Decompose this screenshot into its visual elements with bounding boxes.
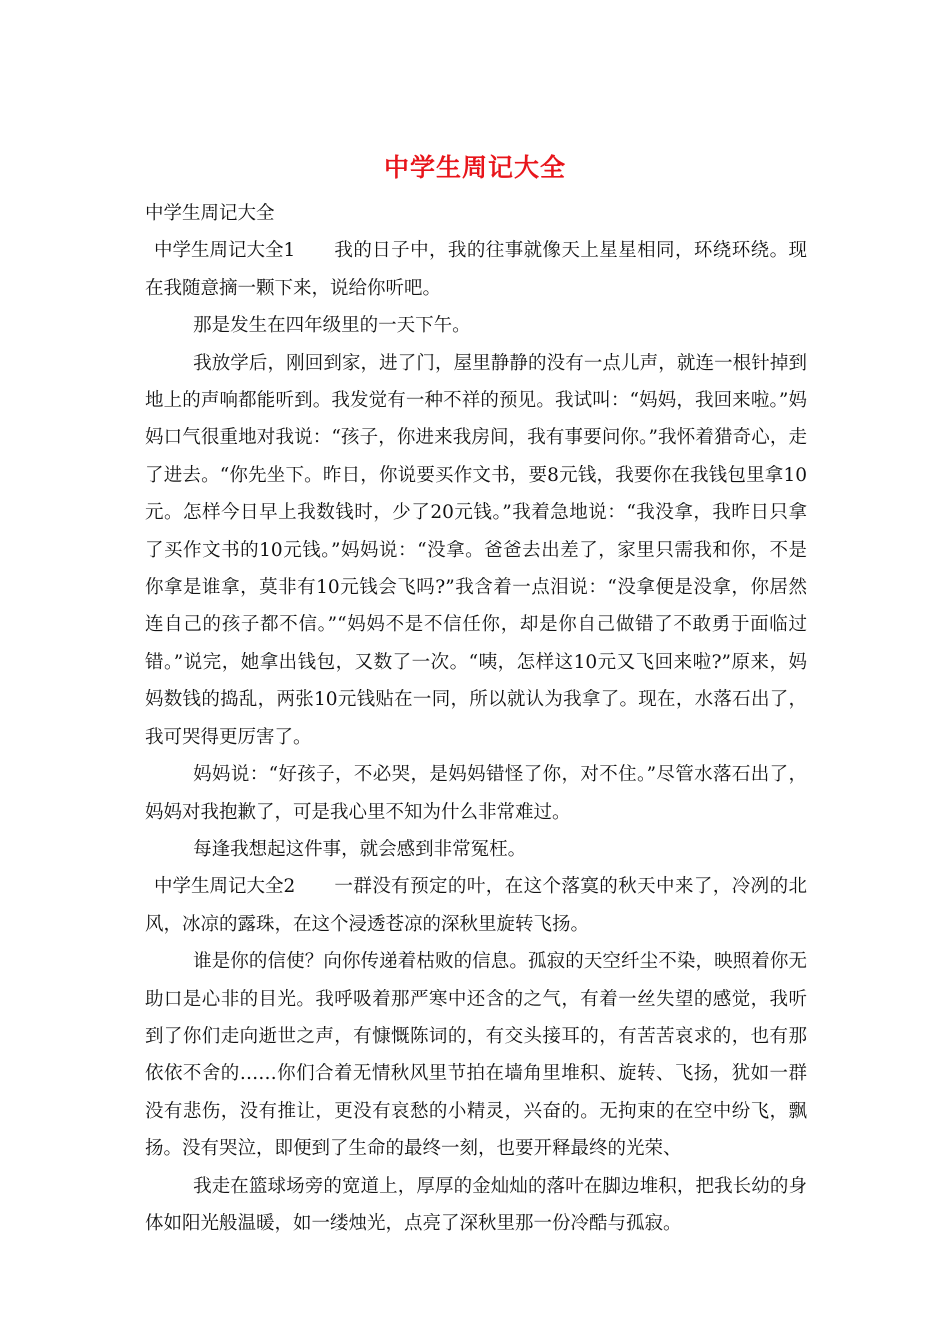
section-heading: 中学生周记大全2 bbox=[154, 876, 296, 898]
section-text: 一群没有预定的叶，在这个落寞的秋天中来了，冷冽的北风，冰凉的露珠，在这个浸透苍凉的深秋里旋转飞扬。 bbox=[145, 876, 807, 935]
paragraph: 那是发生在四年级里的一天下午。 bbox=[193, 315, 471, 337]
paragraph: 妈妈说：“好孩子，不必哭，是妈妈错怪了你，对不住。”尽管水落石出了，妈妈对我抱歉了，可是我心里不知为什么非常难过。 bbox=[145, 764, 807, 823]
section-heading: 中学生周记大全1 bbox=[154, 240, 296, 262]
section-2-first-paragraph bbox=[145, 868, 807, 943]
paragraph: 我放学后，刚回到家，进了门，屋里静静的没有一点儿声，就连一根针掉到地上的声响都能听到。我发觉有一种不祥的预见。我试叫：“妈妈，我回来啦。”妈妈口气很重地对我说：“孩子，你进来我房间，我有事要问你。”我怀着猎奇心，走了进去。“你先坐下。昨日，你说要买作文书，要8元钱，我要你在我钱包里拿10元。怎样今日早上我数钱时，少了20元钱。”我着急地说：“我没拿，我昨日只拿了买作文书的10元钱。”妈妈说：“没拿。爸爸去出差了，家里只需我和你，不是你拿是谁拿，莫非有10元钱会飞吗?”我含着一点泪说：“没拿便是没拿，你居然连自己的孩子都不信。”“妈妈不是不信任你，却是你自己做错了不敢勇于面临过错。”说完，她拿出钱包，又数了一次。“咦，怎样这10元又飞回来啦?”原来，妈妈数钱的捣乱，两张10元钱贴在一同，所以就认为我拿了。现在，水落石出了，我可哭得更厉害了。 bbox=[145, 352, 807, 748]
paragraph: 我走在篮球场旁的宽道上，厚厚的金灿灿的落叶在脚边堆积，把我长幼的身体如阳光般温暖，如一缕烛光，点亮了深秋里那一份冷酷与孤寂。 bbox=[145, 1175, 807, 1234]
paragraph: 谁是你的信使？向你传递着枯败的信息。孤寂的天空纤尘不染，映照着你无助口是心非的目光。我呼吸着那严寒中还含的之气，有着一丝失望的感觉，我听到了你们走向逝世之声，有慷慨陈词的，有交头接耳的，有苦苦哀求的，也有那依依不舍的……你们合着无情秋风里节拍在墙角里堆积、旋转、飞扬，犹如一群没有悲伤，没有推让，更没有哀愁的小精灵，兴奋的。无拘束的在空中纷飞，飘扬。没有哭泣，即便到了生命的最终一刻，也要开释最终的光荣、 bbox=[145, 951, 807, 1160]
document-title: 中学生周记大全 bbox=[383, 153, 566, 182]
section-1-first-paragraph bbox=[145, 232, 807, 307]
subtitle: 中学生周记大全 bbox=[145, 203, 275, 224]
section-text: 我的日子中，我的往事就像天上星星相同，环绕环绕。现在我随意摘一颗下来，说给你听吧。 bbox=[145, 240, 807, 299]
paragraph: 每逢我想起这件事，就会感到非常冤枉。 bbox=[193, 838, 527, 860]
document-body bbox=[145, 195, 807, 1242]
